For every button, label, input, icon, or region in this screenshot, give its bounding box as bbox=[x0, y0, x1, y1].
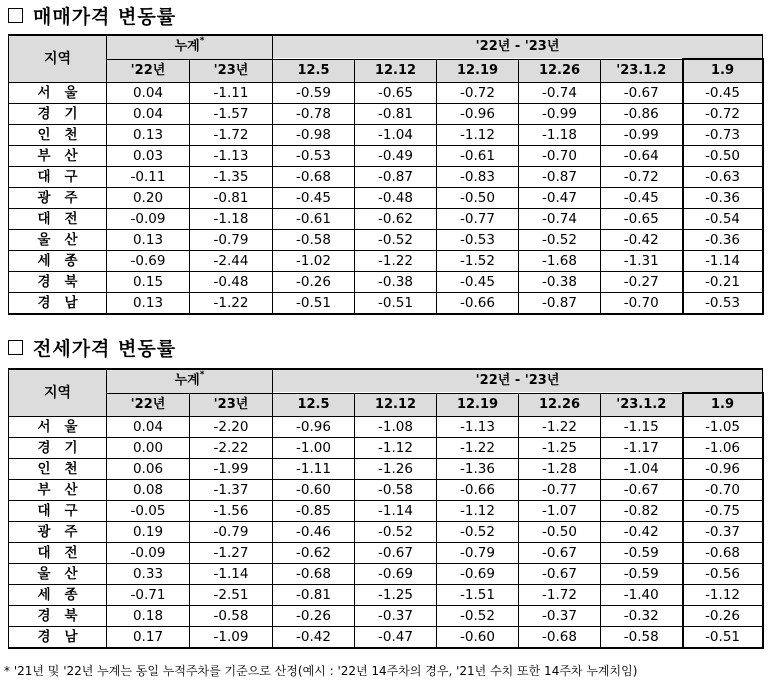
value-cell: -0.62 bbox=[355, 209, 437, 230]
table-row bbox=[9, 125, 763, 146]
period-header: '22년 - '23년 bbox=[273, 35, 763, 59]
value-cell: -0.77 bbox=[437, 209, 519, 230]
value-cell: -0.67 bbox=[601, 83, 683, 104]
value-cell: -0.37 bbox=[355, 606, 437, 627]
value-cell: -0.47 bbox=[355, 627, 437, 649]
value-cell: -1.14 bbox=[355, 501, 437, 522]
period-header: '22년 - '23년 bbox=[273, 369, 763, 393]
value-cell: -0.82 bbox=[601, 501, 683, 522]
region-cell: 대전 bbox=[9, 543, 107, 564]
value-cell: -0.26 bbox=[273, 606, 355, 627]
value-cell: -1.17 bbox=[601, 438, 683, 459]
value-cell: -0.09 bbox=[107, 543, 190, 564]
value-cell: -2.44 bbox=[190, 251, 273, 272]
value-cell: -1.40 bbox=[601, 585, 683, 606]
value-cell: -1.04 bbox=[601, 459, 683, 480]
value-cell: -1.37 bbox=[190, 480, 273, 501]
value-cell: -0.52 bbox=[437, 606, 519, 627]
value-cell: -0.67 bbox=[519, 543, 601, 564]
value-cell: -0.79 bbox=[190, 522, 273, 543]
value-cell: -0.68 bbox=[683, 543, 763, 564]
value-cell: -0.36 bbox=[683, 230, 763, 251]
value-cell: -1.13 bbox=[190, 146, 273, 167]
col-header: '23.1.2 bbox=[601, 393, 683, 417]
value-cell: -0.51 bbox=[273, 293, 355, 315]
value-cell: -1.18 bbox=[519, 125, 601, 146]
value-cell: -0.21 bbox=[683, 272, 763, 293]
value-cell: -1.04 bbox=[355, 125, 437, 146]
region-cell: 경기 bbox=[9, 104, 107, 125]
table-row bbox=[9, 564, 763, 585]
value-cell: 0.00 bbox=[107, 438, 190, 459]
region-cell: 대전 bbox=[9, 209, 107, 230]
value-cell: 0.04 bbox=[107, 417, 190, 438]
value-cell: -0.63 bbox=[683, 167, 763, 188]
value-cell: -0.85 bbox=[273, 501, 355, 522]
value-cell: -1.99 bbox=[190, 459, 273, 480]
table-row bbox=[9, 585, 763, 606]
value-cell: -0.62 bbox=[273, 543, 355, 564]
value-cell: -0.73 bbox=[683, 125, 763, 146]
value-cell: -0.42 bbox=[601, 522, 683, 543]
table-row bbox=[9, 543, 763, 564]
table-row bbox=[9, 104, 763, 125]
table-row bbox=[9, 438, 763, 459]
value-cell: -0.87 bbox=[519, 167, 601, 188]
value-cell: -1.11 bbox=[273, 459, 355, 480]
value-cell: 0.13 bbox=[107, 293, 190, 315]
value-cell: -0.68 bbox=[519, 627, 601, 649]
value-cell: -0.45 bbox=[437, 272, 519, 293]
value-cell: -1.72 bbox=[519, 585, 601, 606]
value-cell: -0.37 bbox=[519, 606, 601, 627]
checkbox-icon bbox=[8, 8, 23, 23]
value-cell: -0.99 bbox=[519, 104, 601, 125]
value-cell: -0.60 bbox=[273, 480, 355, 501]
region-cell: 부산 bbox=[9, 480, 107, 501]
col-header: 12.5 bbox=[273, 393, 355, 417]
region-cell: 경북 bbox=[9, 606, 107, 627]
value-cell: -0.67 bbox=[519, 564, 601, 585]
value-cell: -0.64 bbox=[601, 146, 683, 167]
value-cell: -0.52 bbox=[519, 230, 601, 251]
value-cell: -0.81 bbox=[190, 188, 273, 209]
col-header: 12.26 bbox=[519, 393, 601, 417]
value-cell: -0.66 bbox=[437, 293, 519, 315]
value-cell: -0.70 bbox=[601, 293, 683, 315]
value-cell: -1.52 bbox=[437, 251, 519, 272]
value-cell: -0.50 bbox=[683, 146, 763, 167]
value-cell: -2.51 bbox=[190, 585, 273, 606]
value-cell: -0.59 bbox=[273, 83, 355, 104]
lease-title-text: 전세가격 변동률 bbox=[33, 337, 177, 360]
value-cell: -0.78 bbox=[273, 104, 355, 125]
value-cell: -1.18 bbox=[190, 209, 273, 230]
cumulative-header: 누계* bbox=[107, 35, 273, 59]
col-header: 12.26 bbox=[519, 59, 601, 83]
region-cell: 광주 bbox=[9, 188, 107, 209]
lease-table bbox=[8, 368, 764, 649]
value-cell: -0.96 bbox=[273, 417, 355, 438]
region-cell: 대구 bbox=[9, 167, 107, 188]
value-cell: -0.72 bbox=[683, 104, 763, 125]
value-cell: -1.12 bbox=[683, 585, 763, 606]
value-cell: -0.52 bbox=[437, 522, 519, 543]
value-cell: -0.45 bbox=[601, 188, 683, 209]
value-cell: -0.51 bbox=[355, 293, 437, 315]
table-row bbox=[9, 480, 763, 501]
col-header: 12.19 bbox=[437, 393, 519, 417]
value-cell: -0.69 bbox=[107, 251, 190, 272]
col-header-latest: 1.9 bbox=[683, 393, 763, 417]
value-cell: -0.75 bbox=[683, 501, 763, 522]
region-header: 지역 bbox=[9, 369, 107, 417]
value-cell: 0.03 bbox=[107, 146, 190, 167]
value-cell: -0.26 bbox=[683, 606, 763, 627]
value-cell: -0.61 bbox=[273, 209, 355, 230]
value-cell: -1.08 bbox=[355, 417, 437, 438]
value-cell: -0.61 bbox=[437, 146, 519, 167]
value-cell: -1.26 bbox=[355, 459, 437, 480]
region-cell: 서울 bbox=[9, 83, 107, 104]
value-cell: -0.69 bbox=[355, 564, 437, 585]
value-cell: -0.72 bbox=[437, 83, 519, 104]
value-cell: -0.98 bbox=[273, 125, 355, 146]
value-cell: -2.20 bbox=[190, 417, 273, 438]
value-cell: -1.09 bbox=[190, 627, 273, 649]
region-cell: 세종 bbox=[9, 251, 107, 272]
region-cell: 경남 bbox=[9, 293, 107, 315]
value-cell: 0.19 bbox=[107, 522, 190, 543]
value-cell: -1.22 bbox=[190, 293, 273, 315]
value-cell: -1.12 bbox=[437, 501, 519, 522]
value-cell: -1.22 bbox=[437, 438, 519, 459]
value-cell: -0.11 bbox=[107, 167, 190, 188]
value-cell: 0.15 bbox=[107, 272, 190, 293]
value-cell: -1.12 bbox=[437, 125, 519, 146]
value-cell: -0.56 bbox=[683, 564, 763, 585]
value-cell: -0.52 bbox=[355, 230, 437, 251]
value-cell: -1.05 bbox=[683, 417, 763, 438]
value-cell: -0.83 bbox=[437, 167, 519, 188]
table-row bbox=[9, 146, 763, 167]
value-cell: -1.25 bbox=[519, 438, 601, 459]
value-cell: -0.86 bbox=[601, 104, 683, 125]
value-cell: -1.11 bbox=[190, 83, 273, 104]
value-cell: -0.52 bbox=[355, 522, 437, 543]
region-cell: 경기 bbox=[9, 438, 107, 459]
value-cell: 0.13 bbox=[107, 230, 190, 251]
table-row bbox=[9, 627, 763, 649]
col-header: 12.19 bbox=[437, 59, 519, 83]
value-cell: -0.65 bbox=[601, 209, 683, 230]
value-cell: -0.58 bbox=[273, 230, 355, 251]
value-cell: -1.68 bbox=[519, 251, 601, 272]
value-cell: -0.96 bbox=[683, 459, 763, 480]
value-cell: 0.04 bbox=[107, 104, 190, 125]
table-row bbox=[9, 251, 763, 272]
value-cell: -0.32 bbox=[601, 606, 683, 627]
value-cell: -1.72 bbox=[190, 125, 273, 146]
value-cell: -0.58 bbox=[190, 606, 273, 627]
region-cell: 부산 bbox=[9, 146, 107, 167]
region-cell: 울산 bbox=[9, 564, 107, 585]
value-cell: -0.59 bbox=[601, 564, 683, 585]
value-cell: -0.48 bbox=[190, 272, 273, 293]
value-cell: -1.07 bbox=[519, 501, 601, 522]
value-cell: -0.50 bbox=[519, 522, 601, 543]
value-cell: -1.22 bbox=[355, 251, 437, 272]
value-cell: -1.28 bbox=[519, 459, 601, 480]
value-cell: -1.25 bbox=[355, 585, 437, 606]
cumulative-header: 누계* bbox=[107, 369, 273, 393]
region-cell: 서울 bbox=[9, 417, 107, 438]
value-cell: -0.09 bbox=[107, 209, 190, 230]
value-cell: -0.99 bbox=[601, 125, 683, 146]
value-cell: -0.79 bbox=[437, 543, 519, 564]
value-cell: 0.20 bbox=[107, 188, 190, 209]
value-cell: -0.37 bbox=[683, 522, 763, 543]
value-cell: -0.69 bbox=[437, 564, 519, 585]
value-cell: -0.68 bbox=[273, 564, 355, 585]
table-row bbox=[9, 188, 763, 209]
value-cell: -0.60 bbox=[437, 627, 519, 649]
value-cell: -0.50 bbox=[437, 188, 519, 209]
value-cell: -0.58 bbox=[601, 627, 683, 649]
value-cell: -0.42 bbox=[601, 230, 683, 251]
value-cell: -1.51 bbox=[437, 585, 519, 606]
region-cell: 울산 bbox=[9, 230, 107, 251]
value-cell: -1.27 bbox=[190, 543, 273, 564]
value-cell: -0.54 bbox=[683, 209, 763, 230]
lease-section-title bbox=[8, 334, 176, 360]
value-cell: -1.57 bbox=[190, 104, 273, 125]
value-cell: -0.26 bbox=[273, 272, 355, 293]
value-cell: -1.00 bbox=[273, 438, 355, 459]
value-cell: -0.74 bbox=[519, 209, 601, 230]
value-cell: 0.17 bbox=[107, 627, 190, 649]
value-cell: 0.33 bbox=[107, 564, 190, 585]
value-cell: -1.14 bbox=[683, 251, 763, 272]
table-row bbox=[9, 272, 763, 293]
region-cell: 세종 bbox=[9, 585, 107, 606]
value-cell: -0.42 bbox=[273, 627, 355, 649]
value-cell: -0.96 bbox=[437, 104, 519, 125]
sale-table bbox=[8, 34, 764, 315]
value-cell: -0.79 bbox=[190, 230, 273, 251]
table-row bbox=[9, 209, 763, 230]
value-cell: -0.70 bbox=[519, 146, 601, 167]
value-cell: -0.87 bbox=[519, 293, 601, 315]
value-cell: -0.36 bbox=[683, 188, 763, 209]
value-cell: -0.81 bbox=[273, 585, 355, 606]
value-cell: -1.31 bbox=[601, 251, 683, 272]
col-header: 12.5 bbox=[273, 59, 355, 83]
table-row bbox=[9, 167, 763, 188]
value-cell: -1.15 bbox=[601, 417, 683, 438]
value-cell: -0.58 bbox=[355, 480, 437, 501]
value-cell: -0.38 bbox=[519, 272, 601, 293]
table-row bbox=[9, 293, 763, 315]
value-cell: -0.72 bbox=[601, 167, 683, 188]
value-cell: -0.87 bbox=[355, 167, 437, 188]
col-header: '23.1.2 bbox=[601, 59, 683, 83]
value-cell: -0.59 bbox=[601, 543, 683, 564]
value-cell: -0.68 bbox=[273, 167, 355, 188]
value-cell: -0.05 bbox=[107, 501, 190, 522]
value-cell: 0.13 bbox=[107, 125, 190, 146]
sale-section-title bbox=[8, 2, 176, 28]
value-cell: 0.06 bbox=[107, 459, 190, 480]
value-cell: -0.65 bbox=[355, 83, 437, 104]
value-cell: -0.27 bbox=[601, 272, 683, 293]
value-cell: -0.45 bbox=[273, 188, 355, 209]
value-cell: -0.53 bbox=[683, 293, 763, 315]
value-cell: 0.18 bbox=[107, 606, 190, 627]
value-cell: -0.51 bbox=[683, 627, 763, 649]
value-cell: -1.36 bbox=[437, 459, 519, 480]
value-cell: -0.77 bbox=[519, 480, 601, 501]
value-cell: -0.53 bbox=[273, 146, 355, 167]
col-header: 12.12 bbox=[355, 393, 437, 417]
region-cell: 대구 bbox=[9, 501, 107, 522]
region-cell: 인천 bbox=[9, 125, 107, 146]
value-cell: -0.74 bbox=[519, 83, 601, 104]
col-header-latest: 1.9 bbox=[683, 59, 763, 83]
table-row bbox=[9, 230, 763, 251]
table-row bbox=[9, 522, 763, 543]
footnote: * '21년 및 '22년 누계는 동일 누적주차를 기준으로 산정(예시 : '22년 14주차의 경우, '21년 수치 또한 14주차 누계치임) bbox=[4, 664, 638, 678]
checkbox-icon bbox=[8, 340, 23, 355]
table-row bbox=[9, 417, 763, 438]
value-cell: -1.06 bbox=[683, 438, 763, 459]
table-row bbox=[9, 83, 763, 104]
region-cell: 경남 bbox=[9, 627, 107, 649]
col-header: '22년 bbox=[107, 59, 190, 83]
value-cell: -0.47 bbox=[519, 188, 601, 209]
sale-title-text: 매매가격 변동률 bbox=[33, 5, 177, 28]
value-cell: -1.35 bbox=[190, 167, 273, 188]
table-row bbox=[9, 501, 763, 522]
col-header: 12.12 bbox=[355, 59, 437, 83]
table-row bbox=[9, 606, 763, 627]
region-cell: 경북 bbox=[9, 272, 107, 293]
value-cell: -1.22 bbox=[519, 417, 601, 438]
value-cell: -0.46 bbox=[273, 522, 355, 543]
value-cell: -0.45 bbox=[683, 83, 763, 104]
table-row bbox=[9, 459, 763, 480]
value-cell: -1.02 bbox=[273, 251, 355, 272]
col-header: '23년 bbox=[190, 393, 273, 417]
value-cell: -0.53 bbox=[437, 230, 519, 251]
region-header: 지역 bbox=[9, 35, 107, 83]
value-cell: -0.66 bbox=[437, 480, 519, 501]
col-header: '22년 bbox=[107, 393, 190, 417]
value-cell: -0.81 bbox=[355, 104, 437, 125]
value-cell: -0.71 bbox=[107, 585, 190, 606]
value-cell: 0.08 bbox=[107, 480, 190, 501]
value-cell: -0.67 bbox=[601, 480, 683, 501]
value-cell: -1.12 bbox=[355, 438, 437, 459]
col-header: '23년 bbox=[190, 59, 273, 83]
value-cell: -0.67 bbox=[355, 543, 437, 564]
value-cell: -0.38 bbox=[355, 272, 437, 293]
value-cell: -1.14 bbox=[190, 564, 273, 585]
value-cell: -0.48 bbox=[355, 188, 437, 209]
value-cell: -2.22 bbox=[190, 438, 273, 459]
region-cell: 광주 bbox=[9, 522, 107, 543]
value-cell: -1.13 bbox=[437, 417, 519, 438]
value-cell: -1.56 bbox=[190, 501, 273, 522]
region-cell: 인천 bbox=[9, 459, 107, 480]
value-cell: -0.49 bbox=[355, 146, 437, 167]
value-cell: -0.70 bbox=[683, 480, 763, 501]
value-cell: 0.04 bbox=[107, 83, 190, 104]
